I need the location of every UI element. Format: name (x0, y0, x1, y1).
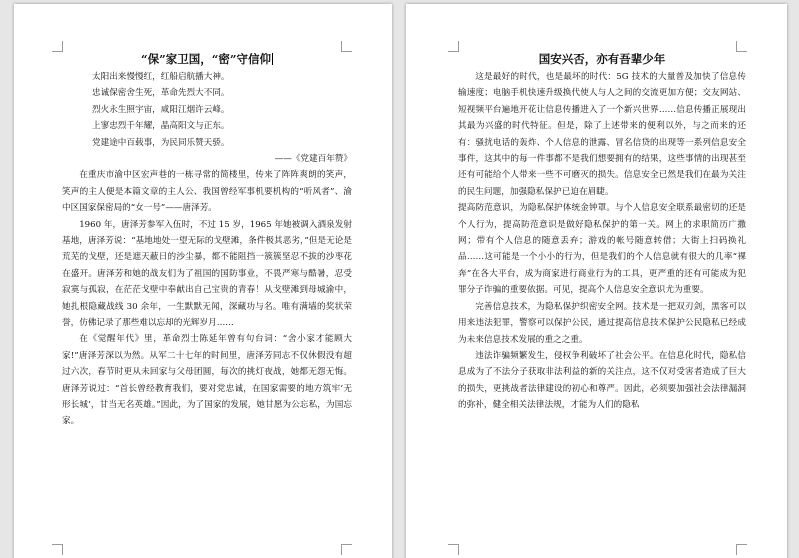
page-left-content[interactable] (62, 51, 352, 430)
margin-marker-bottom-left (52, 544, 63, 555)
document-title[interactable] (62, 51, 352, 69)
document-page-left[interactable] (14, 4, 392, 558)
poem-line: 太阳出来慢慢红，红船启航播大神。 (92, 72, 230, 82)
margin-marker-bottom-right (736, 544, 747, 555)
text-cursor (272, 53, 273, 65)
body-paragraph: 提高防范意识，为隐私保护体统金钟罩。与个人信息安全联系最密切的还是个人行为，提高防范意识是做好隐私保护的第一关。网上的求职简历广撒网；带有个人信息的随意丢弃；游戏的帐号随意转借；大街上扫码换礼品……这可能是一个小小的行为，但是我们的个人信息就有很大的几率“裸奔”在各大平台，成为商家进行商业行为的工具，更严重的还有可能成为犯罪分子诈骗的重要依据。可见，提高个人信息安全意识尤为重要。 (458, 203, 746, 296)
body-paragraph: 这是最好的时代，也是最坏的时代：5G 技术的大量普及加快了信息传输速度；电脑手机快速升级换代使人与人之间的交流更加方便；交友网站、短视频平台遍地开花让信息传播进入了一个新兴世界……信息传播正展现出其最为兴盛的时代特征。但是，除了上述带来的便利以外，与之而来的还有：骚扰电话的轰炸、个人信息的泄露、冒名信贷的出现等一系列信息安全事件，这其中的每一件事都不是我们想要拥有的结果，这些事情的出现甚至还有可能给个人带来一些不可磨灭的损失。信息安全已然是我们在最为关注的民生问题，加强隐私保护已迫在眉睫。 (458, 72, 746, 197)
margin-marker-bottom-left (448, 544, 459, 555)
poem-line: 党建途中百载事，为民同乐赞天骄。 (92, 137, 230, 148)
poem-line: 忠诚保密舍生死，革命先烈大不同。 (92, 88, 230, 99)
body-paragraph: 违法诈骗频繁发生，侵权争利破坏了社会公平。在信息化时代，隐私信息成为了不法分子获取非法利益的新的关注点，这不仅对受害者造成了巨大的损失，更挑战者法律建设的初心和尊严。因此，必须要加强社会法律漏洞的弥补，健全相关法律法规，才能为人们的隐私 (458, 350, 746, 411)
poem-attribution: ——《党建百年赞》 (274, 153, 352, 164)
poem-line: 烈火永生照宇宙，咸阳江烟许云峰。 (92, 104, 230, 115)
margin-marker-bottom-right (341, 544, 352, 555)
body-paragraph: 在《觉醒年代》里，革命烈士陈延年曾有句台词：“舍小家才能顾大家!”唐泽芳深以为然。从军二十七年的时间里，唐泽芳同志不仅休假没有超过六次，春节时更从未回家与父母团圆，每次的挑灯夜战，她都无怨无悔。唐泽芳说过：“首长曾经教育我们，要对党忠诚，在国家需要的地方筑牢‘无形长城’，甘当无名英雄。”因此，为了国家的发展，她甘愿为公忘私，为国忘家。 (62, 334, 352, 427)
body-paragraph: 完善信息技术，为隐私保护织密安全网。技术是一把双刃剑，黑客可以用来违法犯罪，警察可以保护公民，通过提高信息技术保护公民隐私已经成为未来信息技术发展的重之之重。 (458, 301, 746, 345)
document-title: 国安兴否，亦有吾辈少年 (538, 52, 666, 66)
document-page-right[interactable] (406, 4, 787, 558)
body-paragraph: 1960 年，唐泽芳参军入伍时，不过 15 岁，1965 年她被调入酒泉发射基地，唐泽芳说：“基地地处一望无际的戈壁滩，条件极其恶劣，”但是无论是荒芜的戈壁，还是遮天蔽日的沙尘暴，都不能阻挡一簇簇坚忍不拔的沙枣花在盛开。唐泽芳和她的战友们为了祖国的国防事业，不畏严寒与酷暑，忍受寂寞与孤寂，在茫茫戈壁中奉献出自己宝贵的青春！从戈壁滩到母城渝中，她扎根隐藏战线 30 余年，一生默默无闻，深藏功与名。唯有满墙的奖状荣誉，仿佛记录了那些难以忘却的光辉岁月…… (62, 219, 352, 328)
body-paragraph: 在重庆市渝中区宏声巷的一栋寻常的简楼里，传来了阵阵爽朗的笑声，笑声的主人便是本篇文章的主人公、我国曾经军事机要机构的“听风者”、渝中区国家保密局的“女一号”——唐泽芳。 (62, 170, 352, 214)
poem-line: 上寥忠烈千年耀，晶高阳文与正东。 (92, 121, 230, 132)
document-title-text: “保”家卫国，“密”守信仰 (141, 52, 271, 66)
page-right-content[interactable] (458, 51, 746, 414)
